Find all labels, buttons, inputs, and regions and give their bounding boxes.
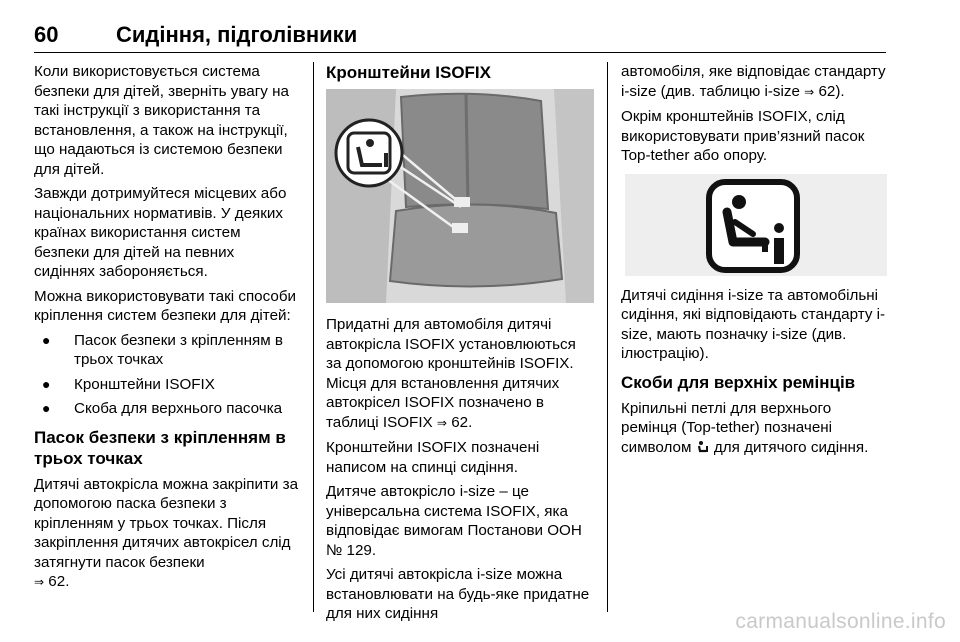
isofix-seat-photo	[326, 89, 594, 303]
page-ref[interactable]: 62).	[818, 82, 845, 100]
watermark: carmanualsonline.info	[735, 610, 946, 633]
list-item: ● Скоба для верхнього пасочка	[42, 400, 283, 417]
child-seat-symbol-icon	[696, 440, 710, 454]
page-ref[interactable]: 62.	[451, 413, 473, 431]
i-size-child-seat-icon	[705, 178, 801, 274]
page-number: 60	[34, 22, 59, 47]
page-header	[34, 22, 886, 50]
column-2	[326, 62, 594, 629]
paragraph: Кріпильні петлі для верхнього ремінця (Top-tether) позначені символом для дитячого сидіння.	[621, 399, 869, 456]
section-heading: Кронштейни ISOFIX	[326, 63, 491, 82]
paragraph: Усі дитячі автокрісла i-size можна встановлювати на будь-яке придатне для них сидіння	[326, 566, 590, 622]
mounting-methods-list	[34, 331, 299, 419]
paragraph: Дитячі автокрісла можна закріпити за допомогою паска безпеки з кріпленням у трьох точках. Після закріплення дитячих автокрісел слід затягнути пасок безпеки ⇒ 62.	[34, 475, 299, 590]
paragraph: Придатні для автомобіля дитячі автокрісла ISOFIX установлюються за допомогою кронштейнів ISOFIX. Місця для встановлення дитячих автокрісел ISOFIX позначено в таблиці ISOFIX ⇒ 62.	[326, 316, 576, 431]
i-size-label-illustration	[625, 174, 887, 276]
paragraph: Дитячі сидіння i-size та автомобільні сидіння, які відповідають стандарту i-size, мають позначку i-size (див. ілюстрацію).	[621, 286, 886, 362]
paragraph: автомобіля, яке відповідає стандарту i-size (див. таблицю i-size ⇒ 62).	[621, 63, 886, 100]
page-ref-arrow-icon: ⇒	[34, 575, 45, 589]
column-divider-1	[313, 62, 314, 612]
section-heading: Скоби для верхніх ремінців	[621, 372, 856, 392]
bullet: ●	[42, 400, 51, 416]
bullet: ●	[42, 331, 51, 348]
page-ref[interactable]: 62.	[48, 573, 70, 590]
section-heading: Пасок безпеки з кріпленням в трьох точках	[34, 427, 286, 468]
paragraph: Дитяче автокрісло i-size – це універсальна система ISOFIX, яка відповідає вимогам Постанови ООН № 129.	[326, 483, 582, 559]
header-rule	[34, 52, 886, 53]
list-item: ● Пасок безпеки з кріпленням в трьох точках	[42, 331, 283, 368]
paragraph: Завжди дотримуйтеся місцевих або національних нормативів. У деяких країнах використання систем безпеки для дітей на певних сидіннях забороняється.	[34, 185, 287, 280]
paragraph: Коли використовується система безпеки для дітей, зверніть увагу на такі інструкції з використання та встановлення, а також на інструкції, що надаються із системою безпеки для дітей.	[34, 63, 289, 178]
list-item: ● Кронштейни ISOFIX	[42, 375, 215, 393]
page-title: Сидіння, підголівники	[116, 22, 358, 47]
column-1	[34, 62, 299, 598]
paragraph: Кронштейни ISOFIX позначені написом на спинці сидіння.	[326, 439, 540, 476]
page-ref-arrow-icon: ⇒	[804, 84, 815, 99]
paragraph: Можна використовувати такі способи кріплення систем безпеки для дітей:	[34, 287, 297, 324]
column-divider-2	[607, 62, 608, 612]
bullet: ●	[42, 375, 51, 392]
column-3	[621, 62, 889, 462]
page-ref-arrow-icon: ⇒	[436, 415, 447, 430]
paragraph: Окрім кронштейнів ISOFIX, слід використовувати прив’язний пасок Top-tether або опору.	[621, 108, 865, 164]
